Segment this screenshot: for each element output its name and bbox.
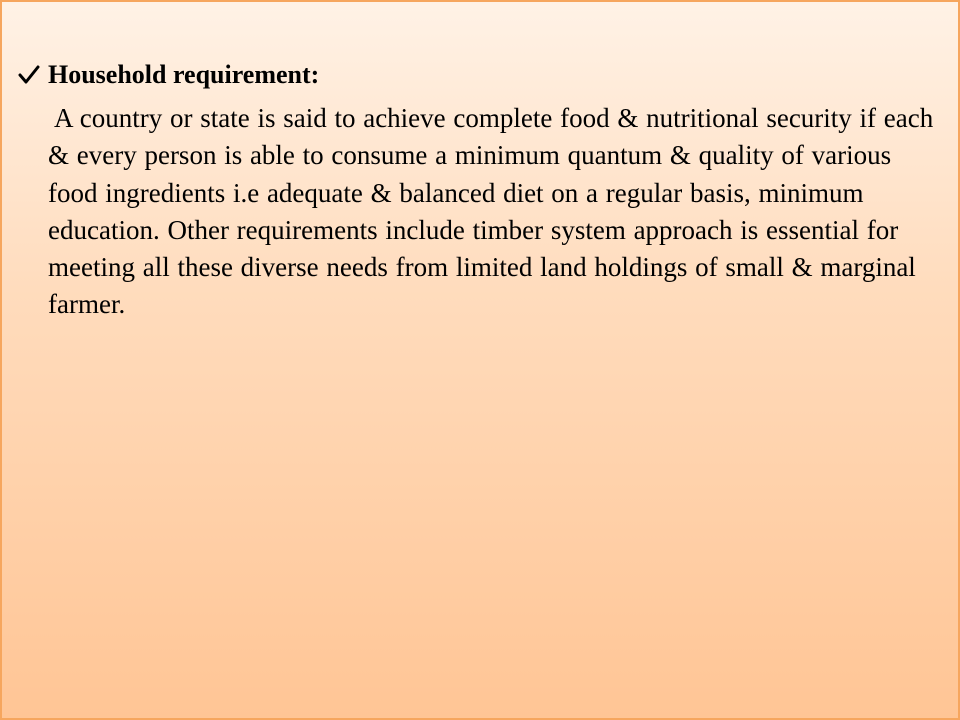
heading-row bbox=[16, 60, 319, 90]
slide-body-text: A country or state is said to achieve complete food & nutritional security if each & every person is able to consume a minimum quantum & quality of various food ingredients i.e adequate & balanced diet on a regular basis, minimum education. Other requirements include timber system approach is essential for meeting all these diverse needs from limited land holdings of small & marginal farmer. bbox=[48, 103, 934, 320]
checkmark-icon bbox=[16, 62, 42, 88]
slide-heading: Household requirement: bbox=[48, 60, 320, 89]
